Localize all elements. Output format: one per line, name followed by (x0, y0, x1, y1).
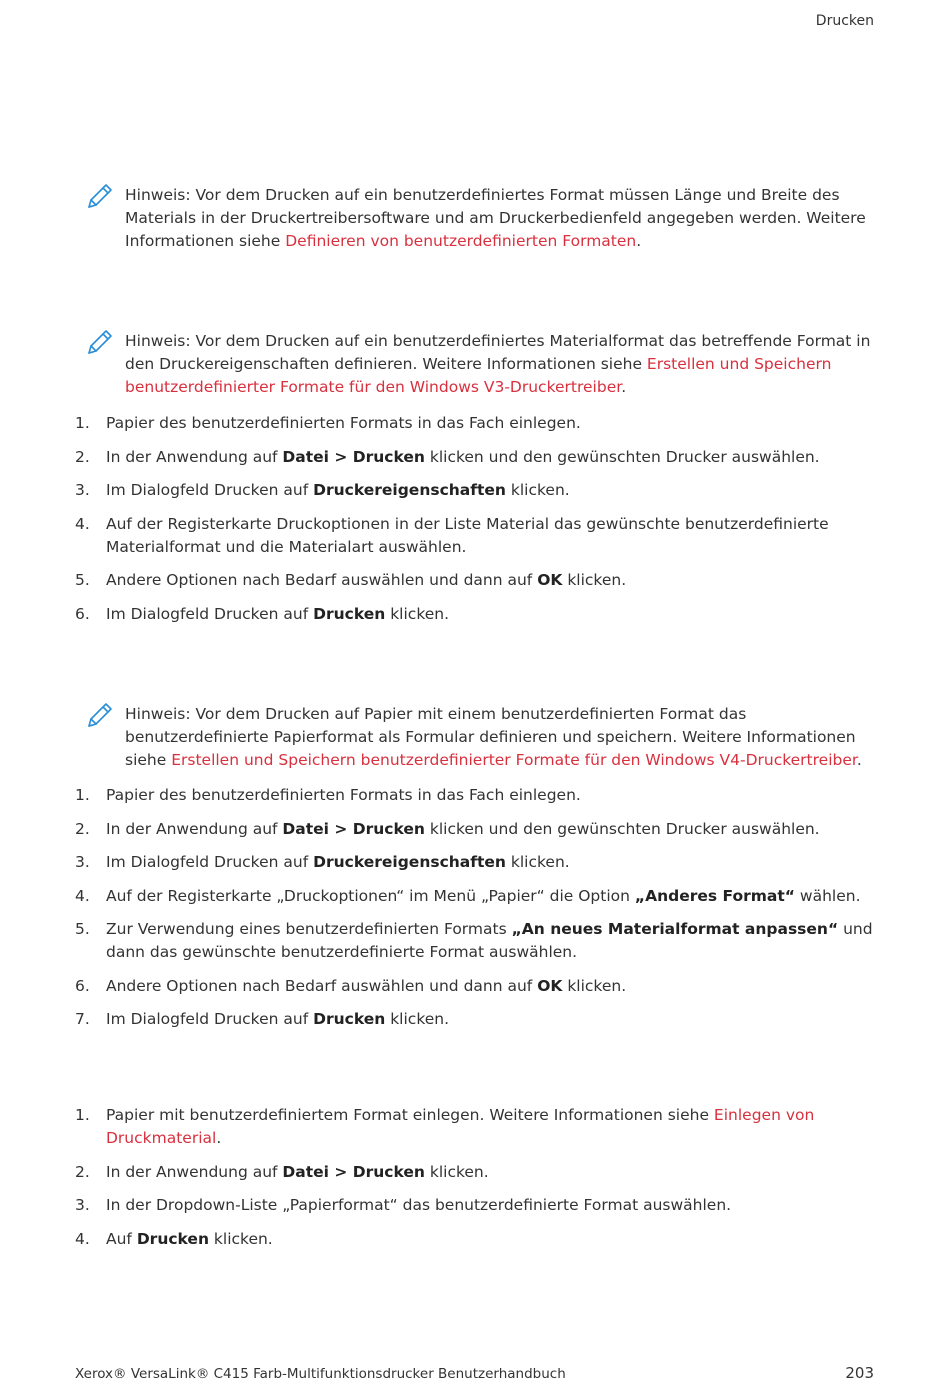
list-item: 3. Im Dialogfeld Drucken auf Druckereigenschaften klicken. (75, 481, 570, 499)
list-item: 2. In der Anwendung auf Datei > Drucken klicken und den gewünschten Drucker auswählen. (75, 447, 820, 466)
list-item: 3. In der Dropdown-Liste „Papierformat“ das benutzerdefinierte Format auswählen. (75, 1196, 732, 1214)
steps-list-mac (75, 1104, 875, 1261)
list-item: 7. Im Dialogfeld Drucken auf Drucken klicken. (75, 1010, 450, 1028)
pencil-icon (86, 182, 114, 210)
list-item: 5. Zur Verwendung eines benutzerdefinierten Formats „An neues Materialformat anpassen“ und dann das gewünschte benutzerdefinierte Format auswählen. (75, 920, 873, 961)
link-v4-driver[interactable]: Erstellen und Speichern benutzerdefinierter Formate für den Windows V4-Druckertreiber (171, 751, 857, 769)
note-box (86, 330, 876, 399)
list-item: 2. In der Anwendung auf Datei > Drucken klicken. (75, 1162, 489, 1181)
note-box (86, 184, 876, 253)
list-item: 1. Papier des benutzerdefinierten Formats in das Fach einlegen. (75, 414, 581, 432)
link-load-media[interactable]: Einlegen von Druckmaterial (106, 1106, 815, 1147)
list-item: 2. In der Anwendung auf Datei > Drucken klicken und den gewünschten Drucker auswählen. (75, 819, 820, 838)
page-number: 203 (845, 1364, 874, 1382)
list-item: 5. Andere Optionen nach Bedarf auswählen und dann auf OK klicken. (75, 571, 627, 589)
link-v3-driver[interactable]: Erstellen und Speichern benutzerdefinierter Formate für den Windows V3-Druckertreiber (125, 355, 832, 396)
list-item: 4. Auf Drucken klicken. (75, 1229, 273, 1248)
link-custom-formats[interactable]: Definieren von benutzerdefinierten Formaten (285, 232, 637, 250)
pencil-icon (86, 701, 114, 729)
steps-list-v4 (75, 784, 875, 1042)
note-box (86, 703, 876, 772)
list-item: 6. Andere Optionen nach Bedarf auswählen und dann auf OK klicken. (75, 976, 627, 995)
header-section-title: Drucken (815, 13, 874, 29)
list-item: 4. Auf der Registerkarte „Druckoptionen“ im Menü „Papier“ die Option „Anderes Format“ wählen. (75, 886, 861, 905)
list-item: 4. Auf der Registerkarte Druckoptionen in der Liste Material das gewünschte benutzerdefinierte Materialformat und die Materialart auswählen. (75, 514, 829, 556)
list-item: 1. Papier des benutzerdefinierten Formats in das Fach einlegen. (75, 786, 581, 804)
pencil-icon (86, 328, 114, 356)
footer-manual-title: Xerox® VersaLink® C415 Farb-Multifunktionsdrucker Benutzerhandbuch (75, 1366, 566, 1382)
note-text: Hinweis: Vor dem Drucken auf ein benutzerdefiniertes Materialformat das betreffende Format in den Druckereigenschaften definieren. Weitere Informationen siehe Erstellen und Speichern benutzerdefinierter Formate für den Windows V3-Druckertreiber. (125, 332, 871, 396)
steps-list-v3 (75, 412, 875, 636)
note-text: Hinweis: Vor dem Drucken auf ein benutzerdefiniertes Format müssen Länge und Breite des Materials in der Druckertreibersoftware und am Druckerbedienfeld angegeben werden. Weitere Informationen siehe Definieren von benutzerdefinierten Formaten. (125, 186, 866, 250)
list-item: 1. Papier mit benutzerdefiniertem Format einlegen. Weitere Informationen siehe Einlegen von Druckmaterial. (75, 1106, 815, 1147)
list-item: 3. Im Dialogfeld Drucken auf Druckereigenschaften klicken. (75, 853, 570, 871)
list-item: 6. Im Dialogfeld Drucken auf Drucken klicken. (75, 604, 450, 623)
note-text: Hinweis: Vor dem Drucken auf Papier mit einem benutzerdefinierten Format das benutzerdefinierte Papierformat als Formular definieren und speichern. Weitere Informationen siehe Erstellen und Speichern benutzerdefinierter Formate für den Windows V4-Druckertreiber. (125, 705, 862, 769)
